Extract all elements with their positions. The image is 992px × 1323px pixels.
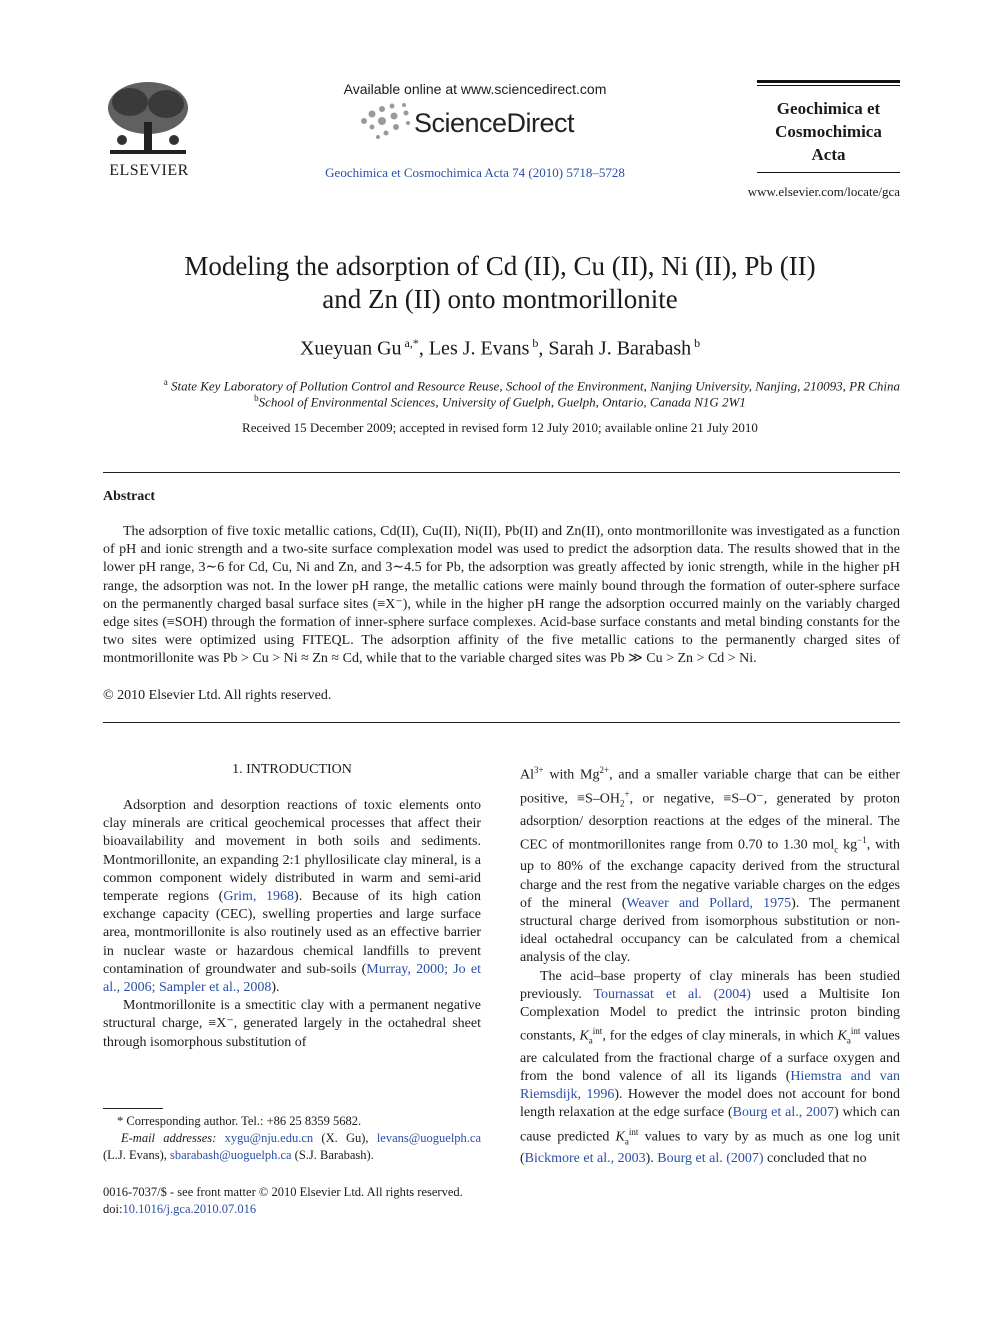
author-name[interactable]: Les J. Evans xyxy=(428,337,530,360)
citation-link[interactable]: Bickmore et al., 2003 xyxy=(524,1151,646,1167)
journal-citation[interactable]: Geochimica et Cosmochimica Acta 74 (2010) 5718–5728 xyxy=(325,165,625,180)
email-owner: (L.J. Evans), xyxy=(103,1148,167,1162)
email-link[interactable]: sbarabash@uoguelph.ca xyxy=(170,1148,292,1162)
journal-title-rule-top xyxy=(757,80,900,83)
article-title-line: Modeling the adsorption of Cd (II), Cu (II), Ni (II), Pb (II) xyxy=(184,251,816,281)
affiliation-mark: a xyxy=(163,377,168,387)
doi-label: doi: xyxy=(103,1202,123,1216)
section-heading-introduction: 1. INTRODUCTION xyxy=(232,762,352,777)
citation-link[interactable]: Tournassat et al. (2004) xyxy=(593,986,751,1002)
footnote-rule xyxy=(103,1108,163,1109)
abstract-text: The adsorption of five toxic metallic cations, Cd(II), Cu(II), Ni(II), Pb(II) and Zn(II), onto montmorillonite was investigated as a function of pH and ionic strength and a two-site surface complexation model was used to predict the adsorption data. The results showed that in the lower pH range, 3∼6 for Cd, Cu, Ni and Zn, and 3∼4.5 for Pb, the adsorption was greatly affected by ionic strength, while in the higher pH range, the adsorption was not. In the lower pH range, the metallic cations were mainly bound through the formation of outer-sphere surface on the permanently charged basal surface sites (≡X⁻), while in the higher pH range the adsorption occurred mainly on the variably charged edge sites (≡SOH) through the formation of inner-sphere surface complexes. Acid-base surface constants and metal binding constants for the two sites were optimized using FITEQL. The adsorption affinity of the five metallic cations to the permanently charged sites of montmorillonite was Pb > Cu > Ni ≈ Zn ≈ Cd, while that to the variable charged sites was Pb ≫ Cu > Zn > Cd > Ni. xyxy=(103,524,900,667)
citation-link[interactable]: Weaver and Pollard, 1975 xyxy=(626,895,792,911)
email-label: E-mail addresses: xyxy=(121,1131,217,1145)
email-link[interactable]: xygu@nju.edu.cn xyxy=(224,1131,314,1145)
email-link[interactable]: levans@uoguelph.ca xyxy=(376,1131,482,1145)
journal-title-line: Geochimica et xyxy=(776,99,881,118)
email-owner: (S.J. Barabash). xyxy=(294,1148,374,1162)
author-name[interactable]: Sarah J. Barabash xyxy=(548,337,692,360)
publisher-name: ELSEVIER xyxy=(109,162,189,179)
article-title-line: and Zn (II) onto montmorillonite xyxy=(322,284,678,314)
author-name[interactable]: Xueyuan Gu xyxy=(299,337,402,360)
affiliation-b xyxy=(100,393,900,410)
abstract-heading: Abstract xyxy=(103,489,156,504)
author-affil-mark[interactable]: b xyxy=(529,336,539,350)
citation-link[interactable]: Hiemstra and van Riemsdijk, 1996 xyxy=(520,1069,900,1103)
affiliation-text: State Key Laboratory of Pollution Control and Resource Reuse, School of the Environment, Nanjing University, Nanjing, 210093, PR China xyxy=(170,378,900,394)
journal-title-line: Acta xyxy=(811,145,846,164)
citation-link[interactable]: Bourg et al., 2007 xyxy=(732,1105,835,1121)
affiliation-text: School of Environmental Sciences, University of Guelph, Guelph, Ontario, Canada N1G 2W1 xyxy=(258,394,746,410)
article-title xyxy=(100,250,900,316)
journal-title-rule-bottom xyxy=(757,172,900,173)
author-affil-mark[interactable]: a,* xyxy=(401,336,419,350)
email-owner: (X. Gu), xyxy=(321,1131,369,1145)
author-list: Xueyuan Gu $^{a,*}$, Les J. Evans $^b$, Sarah J. Barabash $^b$ xyxy=(299,336,701,360)
available-online[interactable]: Available online at www.sciencedirect.com xyxy=(343,81,607,97)
received-dates: Received 15 December 2009; accepted in revised form 12 July 2010; available online 21 July 2010 xyxy=(242,420,758,435)
affiliation-a xyxy=(100,377,900,394)
left-column-text: Adsorption and desorption reactions of toxic elements onto clay minerals are critical geochemical processes that affect their bioavailability and movement in both soils and sediments. Montmorillonite, an expanding 2:1 phyllosilicate clay mineral, is a common component widely distributed in warm and semi-arid temperate regions (Grim, 1968). Because of its high cation exchange capacity (CEC), swelling properties and large surface area, montmorillonite is also routinely used as an effective barrier in nuclear waste or hazardous chemical landfills to prevent contamination of groundwater and sub-soils (Murray, 2000; Jo et al., 2006; Sampler et al., 2008). Montmorillonite is a smectitic clay with a permanent negative structural charge, ≡X⁻, generated largely in the octahedral sheet through isomorphous substitution of xyxy=(103,798,481,1050)
author-affil-mark[interactable]: b xyxy=(691,336,701,350)
right-column-text: $Al^{3+}$ with $Mg^{2+}$, and a smaller variable charge that can be either positive, $\equiv S-OH_2^+$, or negative, ≡S–O⁻, generated by proton adsorption/ desorption reactions at the edges of the mineral. The CEC of montmorillonites range from 0.70 to 1.30 mol$_c$ $kg^{-1}$, with up to 80% of the exchange capacity derived from the structural charge and the rest from the negative variable charges on the edges of the mineral (Weaver and Pollard, 1975). The permanent structural charge derived from isomorphous substitution or non-ideal octahedral occupancy can be calculated from a chemical analysis of the clay. The acid–base property of clay minerals has been studied previously. Tournassat et al. (2004) used a Multisite Ion Complexation Model to predict the intrinsic proton binding constants, $K_a^{int}$, for the edges of clay minerals, in which $K_a^{int}$ values are calculated from the fractional charge of a surface oxygen and from the bond valence of all its ligands (Hiemstra and van Riemsdijk, 1996). However the model does not account for bond length relaxation at the edge surface (Bourg et al., 2007) which can cause predicted $K_a^{int}$ values to vary by as much as one log unit (Bickmore et al., 2003). Bourg et al. (2007) concluded that no xyxy=(520,765,901,1167)
issn-line: 0016-7037/$ - see front matter © 2010 Elsevier Ltd. All rights reserved. xyxy=(103,1185,463,1199)
journal-title xyxy=(757,97,900,166)
citation-link[interactable]: Bourg et al. (2007) xyxy=(657,1151,764,1167)
corresponding-author-note: * Corresponding author. Tel.: +86 25 8359 5682. xyxy=(117,1114,362,1128)
footnotes xyxy=(103,1113,481,1164)
section-divider xyxy=(103,472,900,473)
doi-link[interactable]: 10.1016/j.gca.2010.07.016 xyxy=(122,1202,257,1216)
abstract-copyright: © 2010 Elsevier Ltd. All rights reserved. xyxy=(103,688,332,703)
journal-title-rule-top-thin xyxy=(757,85,900,86)
journal-url[interactable]: www.elsevier.com/locate/gca xyxy=(747,184,900,199)
citation-link[interactable]: Murray, 2000; Jo et al., 2006; Sampler et al., 2008 xyxy=(103,961,481,996)
sciencedirect-wordmark: ScienceDirect xyxy=(414,108,575,138)
section-divider xyxy=(103,722,900,723)
affiliation-mark: b xyxy=(254,393,259,403)
citation-link[interactable]: Grim, 1968 xyxy=(223,889,295,905)
journal-title-line: Cosmochimica xyxy=(775,122,882,141)
issn-block xyxy=(103,1184,463,1218)
